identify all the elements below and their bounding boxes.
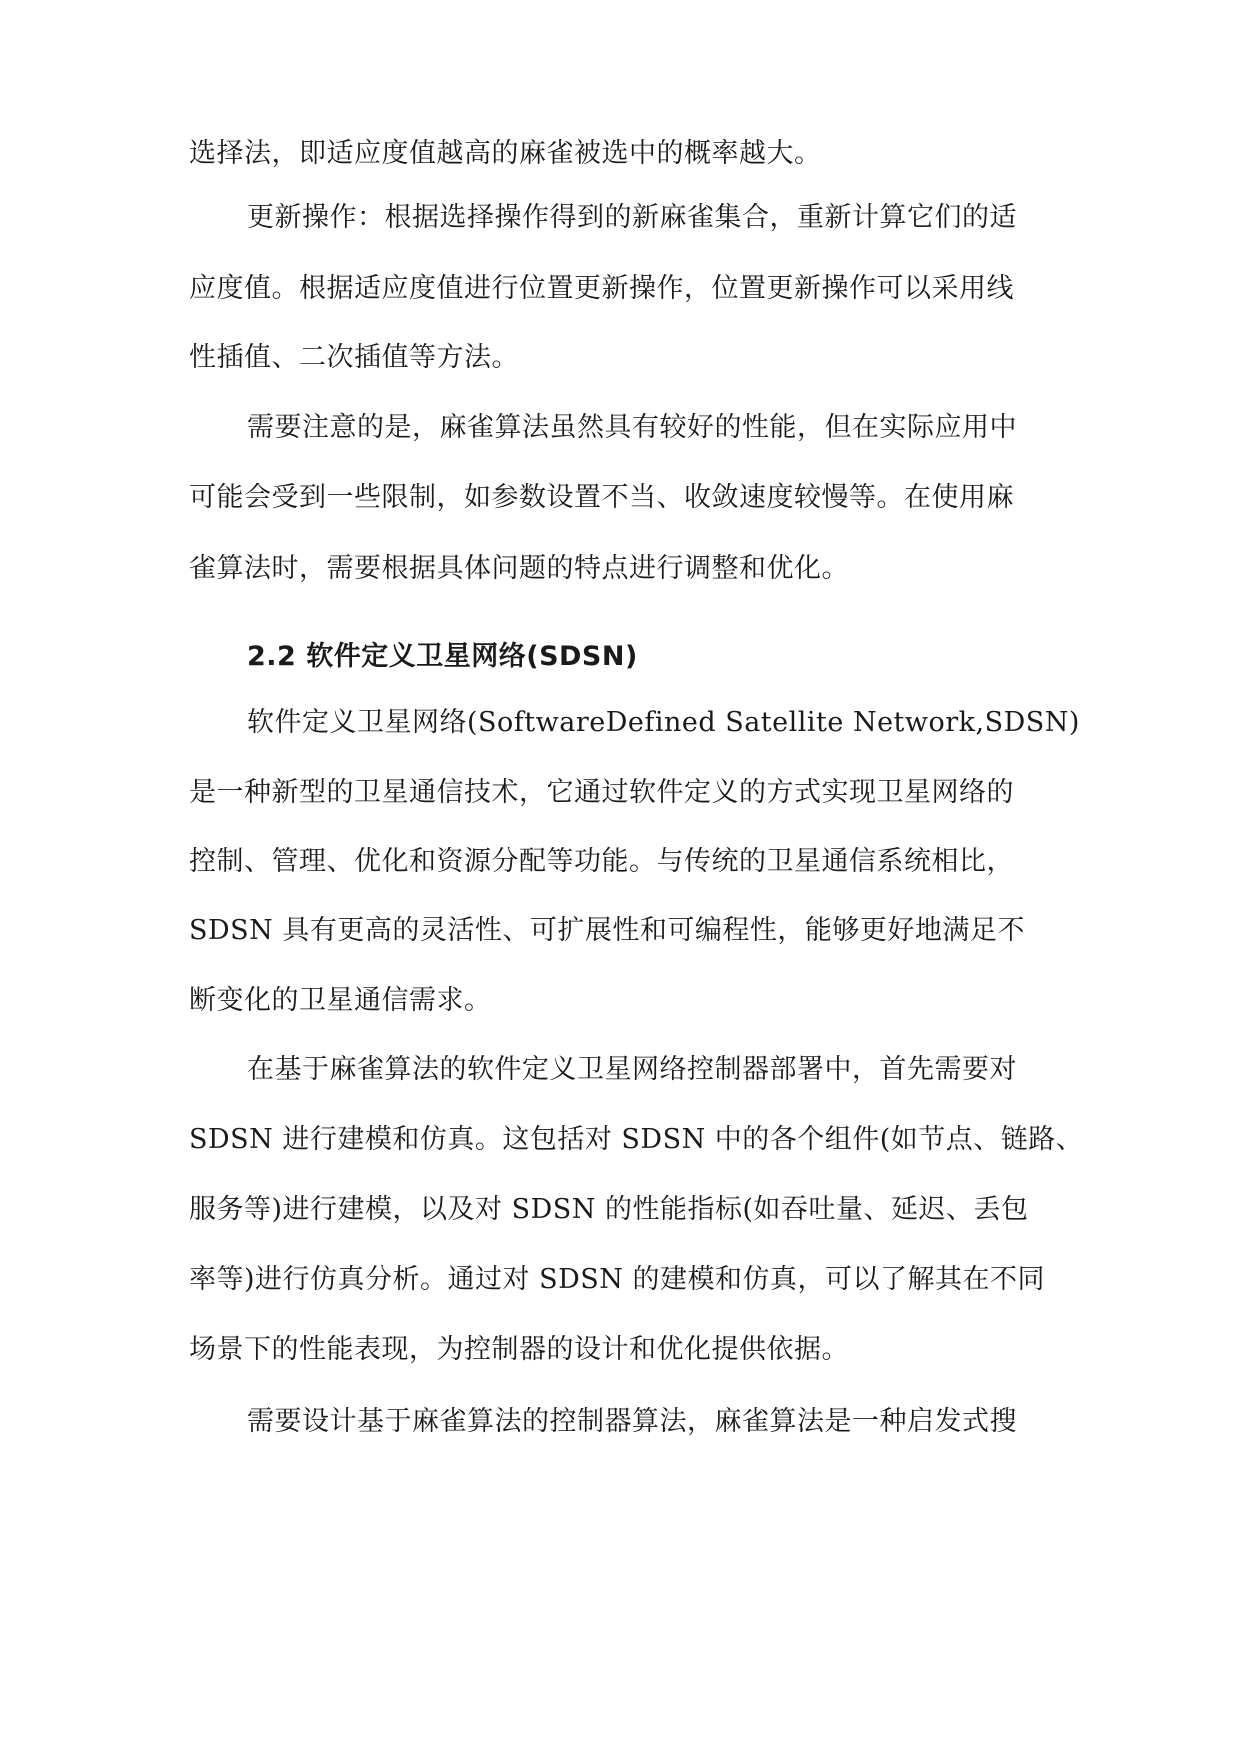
paragraph-5-line-1: 在基于麻雀算法的软件定义卫星网络控制器部署中，首先需要对 [247,1054,1017,1085]
paragraph-4-line-2: 是一种新型的卫星通信技术，它通过软件定义的方式实现卫星网络的 [189,777,1014,808]
paragraph-5-line-5: 场景下的性能表现，为控制器的设计和优化提供依据。 [189,1334,849,1365]
paragraph-5-line-4: 率等)进行仿真分析。通过对 SDSN 的建模和仿真，可以了解其在不同 [189,1264,1045,1295]
paragraph-4-line-3: 控制、管理、优化和资源分配等功能。与传统的卫星通信系统相比， [189,846,1014,877]
section-heading: 2.2 软件定义卫星网络(SDSN) [247,641,638,672]
paragraph-3-line-2: 可能会受到一些限制，如参数设置不当、收敛速度较慢等。在使用麻 [189,482,1014,513]
paragraph-2-line-3: 性插值、二次插值等方法。 [189,342,519,373]
paragraph-1-line-1: 选择法，即适应度值越高的麻雀被选中的概率越大。 [189,138,822,169]
paragraph-2-line-1: 更新操作：根据选择操作得到的新麻雀集合，重新计算它们的适 [247,202,1017,233]
paragraph-6-line-1: 需要设计基于麻雀算法的控制器算法，麻雀算法是一种启发式搜 [247,1406,1017,1437]
paragraph-5-line-3: 服务等)进行建模，以及对 SDSN 的性能指标(如吞吐量、延迟、丢包 [189,1194,1029,1225]
paragraph-4-line-5: 断变化的卫星通信需求。 [189,985,492,1016]
paragraph-3-line-3: 雀算法时，需要根据具体问题的特点进行调整和优化。 [189,553,849,584]
paragraph-4-line-4: SDSN 具有更高的灵活性、可扩展性和可编程性，能够更好地满足不 [189,915,1025,946]
paragraph-4-line-1: 软件定义卫星网络(SoftwareDefined Satellite Network,SDSN) [247,707,1080,738]
paragraph-3-line-1: 需要注意的是，麻雀算法虽然具有较好的性能，但在实际应用中 [247,412,1017,443]
paragraph-2-line-2: 应度值。根据适应度值进行位置更新操作，位置更新操作可以采用线 [189,273,1014,304]
paragraph-5-line-2: SDSN 进行建模和仿真。这包括对 SDSN 中的各个组件(如节点、链路、 [189,1124,1084,1155]
